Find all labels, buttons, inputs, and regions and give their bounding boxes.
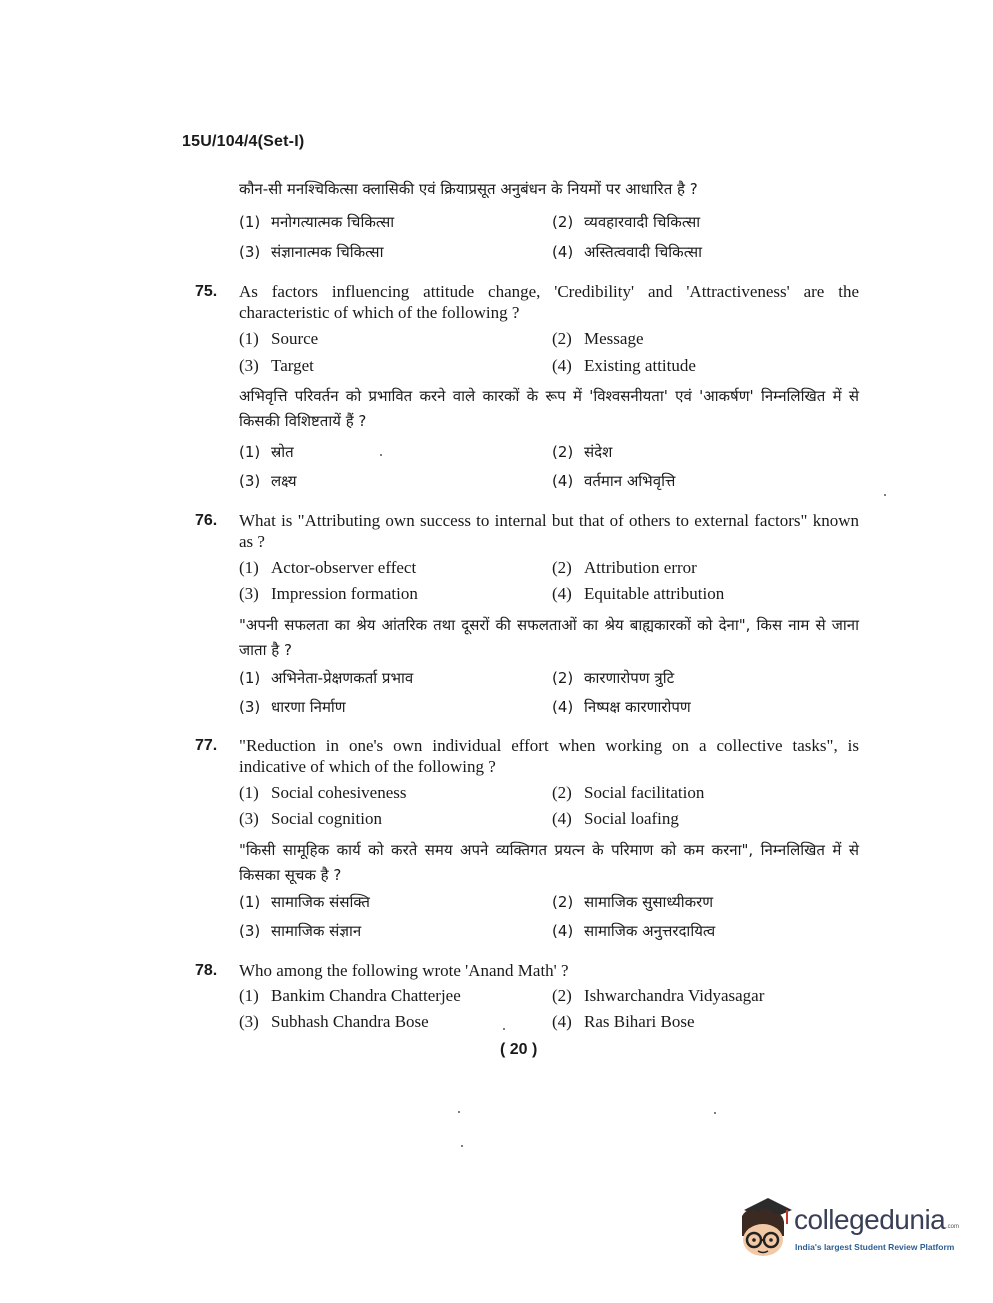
q76-option-2: (2) Attribution error [552, 558, 697, 577]
q74-hindi-option-3: (3) संज्ञानात्मक चिकित्सा [239, 243, 384, 261]
q76-number: 76. [195, 512, 218, 529]
scan-speck [884, 494, 886, 496]
q75-option-4: (4) Existing attitude [552, 356, 696, 375]
scan-speck [461, 1145, 463, 1147]
q76-option-1: (1) Actor-observer effect [239, 558, 417, 577]
q76-hindi-question: "अपनी सफलता का श्रेय आंतरिक तथा दूसरों की सफलताओं का श्रेय बाह्यकारकों को देना", किस नाम से जाना जाता है ? [239, 616, 859, 659]
brand-domain: .com [946, 1224, 960, 1230]
brand-name: collegedunia [794, 1204, 946, 1235]
q75-hindi-option-3: (3) लक्ष्य [239, 472, 297, 490]
q78-option-2: (2) Ishwarchandra Vidyasagar [552, 986, 765, 1005]
q76-hindi-option-3: (3) धारणा निर्माण [239, 698, 346, 716]
q77-option-3: (3) Social cognition [239, 809, 382, 828]
q76-option-3: (3) Impression formation [239, 584, 418, 603]
q75-hindi-option-1: (1) स्रोत [239, 443, 294, 461]
q77-question: "Reduction in one's own individual effort when working on a collective tasks", is indicative of which of the following ? [239, 736, 859, 776]
q76-question: What is "Attributing own success to internal but that of others to external factors" known as ? [239, 511, 859, 551]
q77-hindi-option-1: (1) सामाजिक संसक्ति [239, 893, 370, 911]
q77-number: 77. [195, 737, 218, 754]
q77-option-2: (2) Social facilitation [552, 783, 705, 802]
q78-option-3: (3) Subhash Chandra Bose [239, 1012, 429, 1031]
q76-option-4: (4) Equitable attribution [552, 584, 725, 603]
q74-hindi-option-4: (4) अस्तित्ववादी चिकित्सा [552, 243, 703, 261]
q75-hindi-option-2: (2) संदेश [552, 443, 613, 461]
q76-hindi-option-1: (1) अभिनेता-प्रेक्षणकर्ता प्रभाव [239, 669, 414, 687]
q76-hindi-option-2: (2) कारणारोपण त्रुटि [552, 669, 675, 687]
scan-speck [714, 1112, 716, 1114]
scan-speck [380, 454, 382, 456]
q78-option-4: (4) Ras Bihari Bose [552, 1012, 695, 1031]
q78-question: Who among the following wrote 'Anand Math' ? [239, 961, 569, 980]
q76-hindi-option-4: (4) निष्पक्ष कारणारोपण [552, 698, 691, 716]
q75-hindi-option-4: (4) वर्तमान अभिवृत्ति [552, 472, 676, 490]
q77-hindi-option-2: (2) सामाजिक सुसाध्यीकरण [552, 893, 714, 911]
q78-option-1: (1) Bankim Chandra Chatterjee [239, 986, 461, 1005]
brand-tagline: India's largest Student Review Platform [795, 1242, 955, 1252]
q74-hindi-option-1: (1) मनोगत्यात्मक चिकित्सा [239, 213, 395, 231]
q78-number: 78. [195, 962, 218, 979]
collegedunia-watermark [734, 1196, 964, 1266]
q77-option-1: (1) Social cohesiveness [239, 783, 407, 802]
q74-hindi-option-2: (2) व्यवहारवादी चिकित्सा [552, 213, 701, 231]
scan-speck [503, 1028, 505, 1030]
q75-option-2: (2) Message [552, 329, 644, 348]
q75-option-3: (3) Target [239, 356, 314, 375]
q77-hindi-option-4: (4) सामाजिक अनुत्तरदायित्व [552, 922, 716, 940]
scan-speck [458, 1111, 460, 1113]
q75-question: As factors influencing attitude change, 'Credibility' and 'Attractiveness' are the characteristic of which of the following ? [239, 282, 859, 322]
page-number: ( 20 ) [500, 1041, 538, 1058]
q77-option-4: (4) Social loafing [552, 809, 679, 828]
q75-number: 75. [195, 283, 218, 300]
q74-hindi-question: कौन-सी मनश्चिकित्सा क्लासिकी एवं क्रियाप्रसूत अनुबंधन के नियमों पर आधारित है ? [239, 180, 698, 198]
q75-hindi-question: अभिवृत्ति परिवर्तन को प्रभावित करने वाले कारकों के रूप में 'विश्वसनीयता' एवं 'आकर्षण' निम्नलिखित में से किसकी विशिष्टतायें हैं ? [239, 387, 859, 430]
mascot-logo-icon [734, 1196, 794, 1262]
q77-hindi-option-3: (3) सामाजिक संज्ञान [239, 922, 362, 940]
q77-hindi-question: "किसी सामूहिक कार्य को करते समय अपने व्यक्तिगत प्रयत्न के परिमाण को कम करना", निम्नलिखित में से किसका सूचक है ? [239, 841, 859, 884]
paper-code: 15U/104/4(Set-I) [182, 133, 305, 150]
q75-option-1: (1) Source [239, 329, 319, 348]
